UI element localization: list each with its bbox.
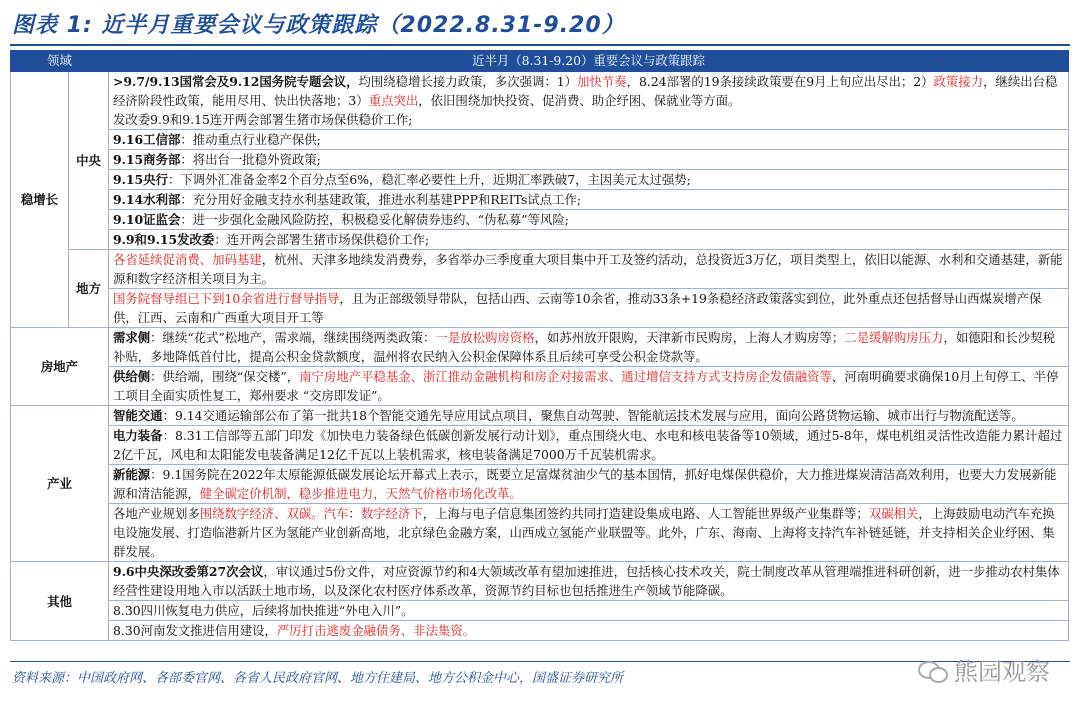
segment-central_rows-5-1: ：进一步强化金融风险防控，积极稳妥化解债券违约、“伪私募”等风险; [180, 212, 569, 227]
segment-central_rows-2-0: 9.15商务部 [113, 152, 181, 167]
segment-industry_rows-2-1: ：9.1国务院在2022年太原能源低碳发展论坛开幕式上表示，既要立足富煤贫油少气的基本国情，抓好电煤保供稳价，大力推进煤炭清洁高效利用，也要大力发展新能源和清洁能源， [113, 467, 1057, 501]
segment-property_rows-1-2: 南宁房地产平稳基金、浙江推动金融机构和房企对接需求、通过增信支持方式支持房企发债融资等 [299, 369, 832, 384]
cell-other-0 [109, 562, 1069, 601]
segment-other_rows-0-1: ，审议通过5份文件，对应资源节约和4大领域改革有望加速推进，包括核心技术攻关，院士制度改革从管理端推进科研创新，进一步推动农村集体经营性建设用地入市以活跃土地市场，以及深化农村医疗体系改革，资源节约目标也包括推进生产领域节能降碳。 [113, 564, 1060, 598]
segment-central_rows-0-0: >9.7/9.13国常会及9.12国务院专题会议， [113, 74, 359, 89]
table-row [11, 367, 1069, 406]
segment-property_rows-0-2: 一是放松购房资格 [435, 330, 535, 345]
cell-central-2 [109, 150, 1069, 170]
wechat-icon [918, 659, 948, 681]
category-property: 房地产 [11, 328, 109, 406]
cell-industry-3 [109, 504, 1069, 562]
category-growth: 稳增长 [11, 72, 69, 328]
segment-industry_rows-3-4: ，上海与电子信息集团签约共同打造建设集成电路、人工智能世界级产业集群等； [422, 506, 869, 521]
cell-central-4 [109, 190, 1069, 210]
segment-central_rows-6-0: 9.9和9.15发改委 [113, 232, 215, 247]
cell-property-1 [109, 367, 1069, 406]
category-industry: 产业 [11, 406, 109, 562]
cell-industry-1 [109, 426, 1069, 465]
header-content: 近半月（8.31-9.20）重要会议与政策跟踪 [109, 51, 1069, 72]
table-row [11, 328, 1069, 367]
segment-industry_rows-3-2: ： [348, 506, 361, 521]
segment-central_rows-0-1: 均围绕稳增长接力政策，多次强调：1） [358, 74, 578, 89]
category-other: 其他 [11, 562, 109, 641]
table-row [11, 210, 1069, 230]
segment-industry_rows-3-0: 各地产业规划多 [113, 506, 200, 521]
segment-industry_rows-0-1: ：9.14交通运输部公布了第一批共18个智能交通先导应用试点项目，聚焦自动驾驶、智能航运技术发展与应用，面向公路货物运输、城市出行与物流配送等。 [162, 408, 1024, 423]
segment-central_rows-5-0: 9.10证监会 [113, 212, 181, 227]
table-row [11, 230, 1069, 250]
segment-central_rows-0-2: 加快节奏 [577, 74, 627, 89]
footer-divider [10, 661, 1070, 662]
table-row [11, 426, 1069, 465]
segment-central_rows-3-0: 9.15央行 [113, 172, 168, 187]
table-row [11, 406, 1069, 426]
segment-industry_rows-1-0: 电力装备 [113, 428, 163, 443]
segment-central_rows-0-3: ，8.24部署的19条接续政策要在9月上旬应出尽出；2） [626, 74, 934, 89]
segment-local_rows-0-1: ，杭州、天津多地续发消费券，多省举办三季度重大项目集中开工及签约活动，总投资近3万亿，项目类型上，依旧以能源、水利和交通基建，新能源和数字经济相关项目为主。 [113, 252, 1063, 286]
segment-central_rows-0-6: 重点突出 [368, 93, 419, 108]
segment-central_rows-0-8: 发改委9.9和9.15连开两会部署生猪市场保供稳价工作; [113, 112, 413, 127]
table-row [11, 465, 1069, 504]
segment-central_rows-3-1: ：下调外汇准备金率2个百分点至6%，稳汇率必要性上升，近期汇率跌破7，主因美元太过强势; [167, 172, 691, 187]
watermark [918, 652, 1050, 687]
segment-property_rows-0-0: 需求侧 [113, 330, 151, 345]
table-row [11, 150, 1069, 170]
table-row [11, 190, 1069, 210]
segment-local_rows-1-0: 国务院督导组已下到10余省进行督导指导 [113, 291, 340, 306]
segment-local_rows-1-1: ，且为正部级领导带队，包括山西、云南等10余省，推动33条+19条稳经济政策落实到位，此外重点还包括督导山西煤炭增产保供，江西、云南和广西重大项目开工等 [113, 291, 1042, 325]
segment-other_rows-0-0: 9.6中央深改委第27次会议 [113, 564, 264, 579]
cell-central-5 [109, 210, 1069, 230]
cell-property-0 [109, 328, 1069, 367]
table-row [11, 250, 1069, 289]
cell-central-0 [109, 72, 1069, 130]
segment-industry_rows-3-3: 数字经济下 [360, 506, 423, 521]
subcategory-central: 中央 [69, 72, 109, 250]
segment-central_rows-0-7: ，依旧围绕加快投资、促消费、助企纾困、保就业等方面。 [418, 93, 741, 108]
cell-other-1 [109, 601, 1069, 621]
table-row [11, 601, 1069, 621]
policy-table [10, 50, 1069, 641]
segment-central_rows-4-0: 9.14水利部 [113, 192, 181, 207]
header-domain: 领域 [11, 51, 109, 72]
segment-industry_rows-2-0: 新能源 [113, 467, 151, 482]
segment-central_rows-0-5: ，继续出台稳经济阶段性政策，能用尽用、快出快落地；3） [113, 74, 1058, 108]
segment-property_rows-1-1: ：供给端，围绕“保交楼”， [150, 369, 300, 384]
subcategory-local: 地方 [69, 250, 109, 328]
segment-property_rows-0-1: ：继续“花式”松地产，需求端，继续围绕两类政策： [150, 330, 436, 345]
segment-property_rows-1-0: 供给侧 [113, 369, 151, 384]
segment-other_rows-1-0: 8.30四川恢复电力供应，后续将加快推进“外电入川”。 [113, 603, 414, 618]
cell-industry-0 [109, 406, 1069, 426]
source-note: 资料来源：中国政府网、各部委官网、各省人民政府官网、地方住建局、地方公积金中心，国盛证券研究所 [12, 671, 624, 686]
segment-property_rows-1-3: ，河南明确要求确保10月上旬停工、半停工项目全面实质性复工，郑州要求 “交房即发证”。 [113, 369, 1059, 403]
title-divider [10, 44, 1070, 46]
segment-central_rows-2-1: ：将出台一批稳外资政策; [180, 152, 321, 167]
cell-central-6 [109, 230, 1069, 250]
segment-property_rows-0-4: 二是缓解购房压力 [844, 330, 944, 345]
segment-central_rows-1-0: 9.16工信部 [113, 132, 181, 147]
cell-local-0 [109, 250, 1069, 289]
segment-industry_rows-2-2: 健全碳定价机制，稳步推进电力，天然气价格市场化改革。 [199, 486, 522, 501]
table-row [11, 504, 1069, 562]
page-title: 图表 1: 近半月重要会议与政策跟踪（2022.8.31-9.20） [12, 13, 625, 38]
watermark-text: 熊园观察 [954, 658, 1050, 686]
segment-property_rows-0-3: ，如苏州放开限购，天津新市民购房，上海人才购房等； [534, 330, 845, 345]
segment-central_rows-0-4: 政策接力 [933, 74, 984, 89]
cell-industry-2 [109, 465, 1069, 504]
table-row [11, 562, 1069, 601]
segment-industry_rows-3-1: 围绕数字经济、双碳。汽车 [199, 506, 349, 521]
table-row [11, 72, 1069, 130]
segment-central_rows-4-1: ：充分用好金融支持水利基建政策，推进水利基建PPP和REITs试点工作; [180, 192, 582, 207]
cell-central-1 [109, 130, 1069, 150]
segment-local_rows-0-0: 各省延续促消费、加码基建 [113, 252, 262, 267]
segment-industry_rows-3-5: 双碳相关 [868, 506, 919, 521]
table-header-row [11, 51, 1069, 72]
cell-central-3 [109, 170, 1069, 190]
segment-industry_rows-0-0: 智能交通 [113, 408, 163, 423]
segment-property_rows-0-5: ，如德阳和长沙契税补贴，多地降低首付比，提高公积金贷款额度，温州将农民纳入公积金保障体系且后续可享受公积金贷款等。 [113, 330, 1055, 364]
segment-central_rows-6-1: ：连开两会部署生猪市场保供稳价工作; [214, 232, 430, 247]
table-row [11, 170, 1069, 190]
segment-industry_rows-3-6: ，上海鼓励电动汽车充换电设施发展、打造临港新片区为氢能产业创新高地，北京绿色金融方案，山西成立氢能产业联盟等。此外，广东、海南、上海将支持汽车补链延链，并支持相关企业纾困、集群发展。 [113, 506, 1055, 559]
table-row [11, 289, 1069, 328]
segment-industry_rows-1-1: ：8.31工信部等五部门印发《加快电力装备绿色低碳创新发展行动计划》，重点围绕火电、水电和核电装备等10领域，通过5-8年，煤电机组灵活性改造能力累计超过2亿千瓦，风电和太阳能发电装备满足12亿千瓦以上装机需求，核电装备满足7000万千瓦装机需求。 [113, 428, 1063, 462]
segment-central_rows-1-1: ：推动重点行业稳产保供; [180, 132, 321, 147]
table-row [11, 130, 1069, 150]
table-row [11, 621, 1069, 641]
cell-local-1 [109, 289, 1069, 328]
cell-other-2 [109, 621, 1069, 641]
segment-other_rows-2-0: 8.30河南发文推进信用建设， [113, 623, 277, 638]
segment-other_rows-2-1: 严厉打击逃废金融债务、非法集资。 [276, 623, 476, 638]
